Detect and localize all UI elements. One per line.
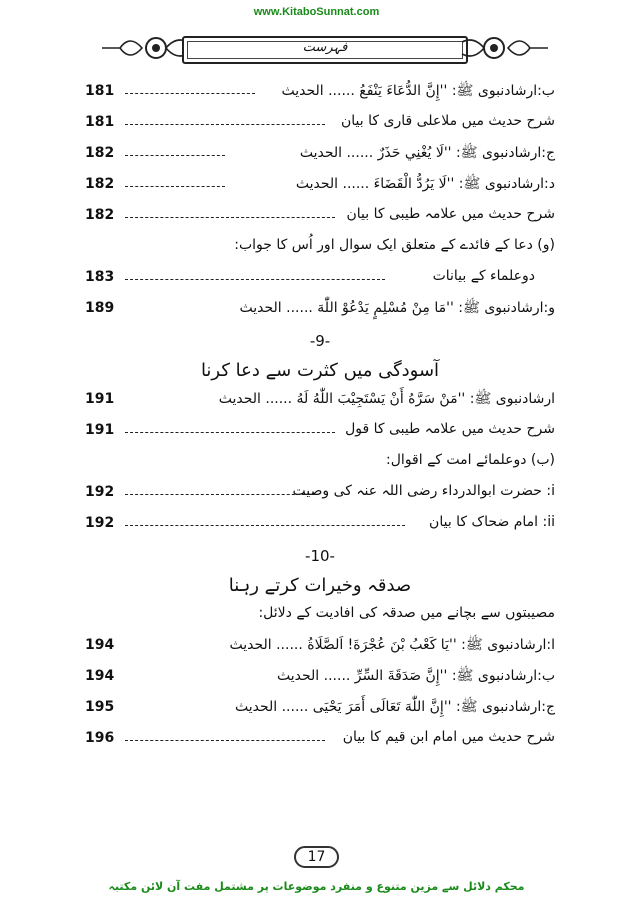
toc-entry-text: ا:ارشادنبوی ﷺ: ''يَا كَعْبُ بْنَ عُجْرَةَ! اَلصَّلَاةُ ...... الحديث bbox=[229, 637, 555, 653]
toc-entry-page: 182 bbox=[85, 207, 115, 223]
toc-entry[interactable] bbox=[85, 512, 555, 543]
toc-entry[interactable] bbox=[85, 727, 555, 758]
toc-body bbox=[85, 80, 555, 758]
section-heading: صدقہ وخیرات کرتے رہنا bbox=[228, 575, 412, 596]
leader-dots bbox=[125, 494, 315, 496]
toc-entry-text: د:ارشادنبوی ﷺ: ''لَا يَرُدُّ الْقَضَاءَ ...... الحديث bbox=[295, 176, 555, 192]
toc-entry-text: ب:ارشادنبوی ﷺ: ''إِنَّ الدُّعَاءَ يَنْفَعُ ...... الحديث bbox=[281, 83, 555, 99]
toc-note bbox=[85, 450, 555, 481]
toc-entry[interactable] bbox=[85, 173, 555, 204]
toc-note-text: مصیبتوں سے بچانے میں صدقہ کی افادیت کے دلائل: bbox=[258, 605, 555, 621]
toc-entry-page: 191 bbox=[85, 422, 115, 438]
leader-dots bbox=[125, 525, 405, 527]
toc-entry[interactable] bbox=[85, 111, 555, 142]
toc-entry-page: 191 bbox=[85, 391, 115, 407]
toc-note-text: (و) دعا کے فائدے کے متعلق ایک سوال اور اُس کا جواب: bbox=[234, 237, 555, 253]
site-url[interactable]: www.KitaboSunnat.com bbox=[253, 6, 380, 18]
toc-entry-page: 194 bbox=[85, 668, 115, 684]
leader-dots bbox=[125, 217, 335, 219]
toc-entry-text: شرح حدیث میں ملاعلی قاری کا بیان bbox=[340, 113, 555, 129]
toc-entry[interactable] bbox=[85, 696, 555, 727]
toc-entry-text: i: حضرت ابوالدرداء رضی اللہ عنہ کی وصیت bbox=[292, 483, 555, 499]
toc-note-text: (ب) دوعلمائے امت کے اقوال: bbox=[386, 452, 555, 468]
toc-entry[interactable] bbox=[85, 204, 555, 235]
toc-entry[interactable] bbox=[85, 388, 555, 419]
page-number: 17 bbox=[294, 846, 340, 868]
leader-dots bbox=[125, 186, 225, 188]
toc-entry-text: ج:ارشادنبوی ﷺ: ''لَا يُغْنِي حَذَرٌ ...... الحديث bbox=[299, 145, 555, 161]
toc-entry-page: 195 bbox=[85, 699, 115, 715]
toc-entry[interactable] bbox=[85, 419, 555, 450]
toc-entry-page: 182 bbox=[85, 176, 115, 192]
toc-note bbox=[85, 235, 555, 266]
toc-entry-page: 182 bbox=[85, 145, 115, 161]
leader-dots bbox=[125, 432, 335, 434]
leader-dots bbox=[125, 740, 325, 742]
section-number: -9- bbox=[309, 332, 331, 350]
toc-entry[interactable] bbox=[85, 266, 555, 297]
leader-dots bbox=[125, 93, 255, 95]
toc-entry-page: 192 bbox=[85, 515, 115, 531]
toc-entry[interactable] bbox=[85, 80, 555, 111]
toc-entry-page: 192 bbox=[85, 484, 115, 500]
section-heading: آسودگی میں کثرت سے دعا کرنا bbox=[200, 360, 440, 381]
toc-entry-page: 181 bbox=[85, 114, 115, 130]
leader-dots bbox=[125, 279, 385, 281]
toc-entry[interactable] bbox=[85, 665, 555, 696]
toc-entry-text: دوعلماء کے بیانات bbox=[432, 268, 535, 284]
leader-dots bbox=[125, 124, 325, 126]
page-header bbox=[100, 30, 550, 70]
toc-entry-text: ج:ارشادنبوی ﷺ: ''إِنَّ اللّٰهَ تَعَالَى أَمَرَ يَحْيَى ...... الحديث bbox=[234, 699, 555, 715]
toc-entry-text: ii: امام ضحاک کا بیان bbox=[429, 514, 555, 530]
section-number: -10- bbox=[305, 547, 335, 565]
toc-note bbox=[85, 603, 555, 634]
toc-entry-text: ب:ارشادنبوی ﷺ: ''إِنَّ صَدَقَةَ السِّرِّ ...... الحديث bbox=[277, 668, 555, 684]
toc-entry-text: و:ارشادنبوی ﷺ: ''مَا مِنْ مُسْلِمٍ يَدْعُوْ اللّٰهَ ...... الحديث bbox=[239, 300, 555, 316]
toc-entry[interactable] bbox=[85, 297, 555, 328]
page-number-badge bbox=[0, 846, 633, 868]
toc-entry[interactable] bbox=[85, 142, 555, 173]
toc-entry-page: 194 bbox=[85, 637, 115, 653]
toc-entry-page: 181 bbox=[85, 83, 115, 99]
toc-entry[interactable] bbox=[85, 634, 555, 665]
toc-entry-text: شرح حدیث میں علامہ طیبی کا قول bbox=[345, 421, 555, 437]
footer-tagline: محکم دلائل سے مزین متنوع و منفرد موضوعات پر مشتمل مفت آن لائن مکتبہ bbox=[108, 880, 525, 893]
leader-dots bbox=[125, 155, 225, 157]
toc-entry-page: 196 bbox=[85, 730, 115, 746]
toc-entry-text: شرح حدیث میں امام ابن قیم کا بیان bbox=[342, 729, 555, 745]
page-title: فہرست bbox=[302, 40, 348, 55]
toc-entry-text: شرح حدیث میں علامہ طیبی کا بیان bbox=[346, 206, 555, 222]
toc-entry-page: 183 bbox=[85, 269, 115, 285]
toc-entry-page: 189 bbox=[85, 300, 115, 316]
toc-entry-text: ارشادنبوی ﷺ: ''مَنْ سَرَّهُ أَنْ يَسْتَجِيْبَ اللّٰهُ لَهُ ...... الحديث bbox=[218, 391, 555, 407]
toc-entry[interactable] bbox=[85, 481, 555, 512]
